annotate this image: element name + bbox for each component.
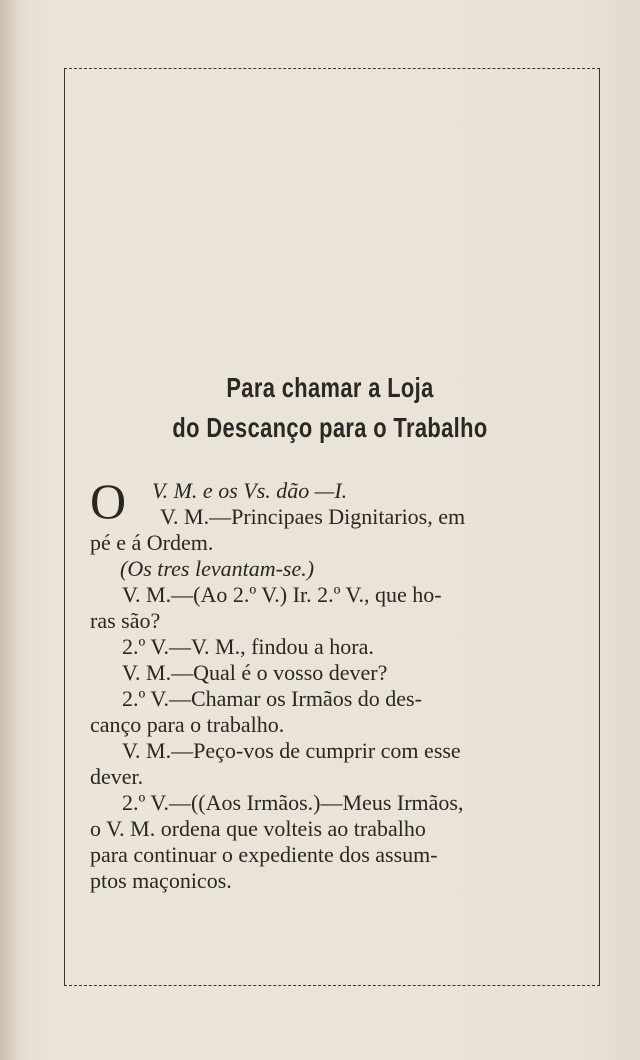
heading-line-1: Para chamar a Loja [226, 372, 434, 403]
text-line [90, 712, 565, 738]
text-line-5: V. M.—(Ao 2.º V.) Ir. 2.º V., que ho- [122, 582, 442, 607]
text-line [90, 478, 565, 504]
text-line [90, 530, 565, 556]
text-line-7: 2.º V.—V. M., findou a hora. [122, 634, 374, 659]
text-line-6: ras são? [90, 608, 161, 633]
text-line [90, 686, 565, 712]
text-line-11: V. M.—Peço-vos de cumprir com esse [122, 738, 461, 763]
text-line [90, 660, 565, 686]
heading-line-2: do Descanço para o Trabalho [172, 412, 488, 443]
text-line [90, 868, 565, 894]
text-line-9: 2.º V.—Chamar os Irmãos do des- [122, 686, 422, 711]
text-line-2: V. M.—Principaes Dignitarios, em [160, 504, 466, 529]
text-line [90, 842, 565, 868]
text-line [90, 816, 565, 842]
text-line-12: dever. [90, 764, 144, 789]
text-line-1: V. M. e os Vs. dão —I. [152, 478, 348, 503]
text-line [90, 790, 565, 816]
book-gutter [0, 0, 16, 1060]
text-line [90, 738, 565, 764]
text-line [90, 764, 565, 790]
text-line-4: (Os tres levantam-se.) [120, 556, 315, 581]
text-line-8: V. M.—Qual é o vosso dever? [122, 660, 388, 685]
text-line [90, 504, 565, 530]
text-line [90, 634, 565, 660]
drop-cap: O [90, 473, 127, 529]
text-line [90, 556, 565, 582]
body-text [90, 473, 565, 894]
text-line-10: canço para o trabalho. [90, 712, 285, 737]
text-line [90, 608, 565, 634]
text-line-14: o V. M. ordena que volteis ao trabalho [90, 816, 426, 841]
text-line-13: 2.º V.—((Aos Irmãos.)—Meus Irmãos, [122, 790, 464, 815]
text-line-3: pé e á Ordem. [90, 530, 214, 555]
text-line-16: ptos maçonicos. [90, 868, 232, 893]
text-line-15: para continuar o expediente dos assum- [90, 842, 438, 867]
text-line [90, 582, 565, 608]
